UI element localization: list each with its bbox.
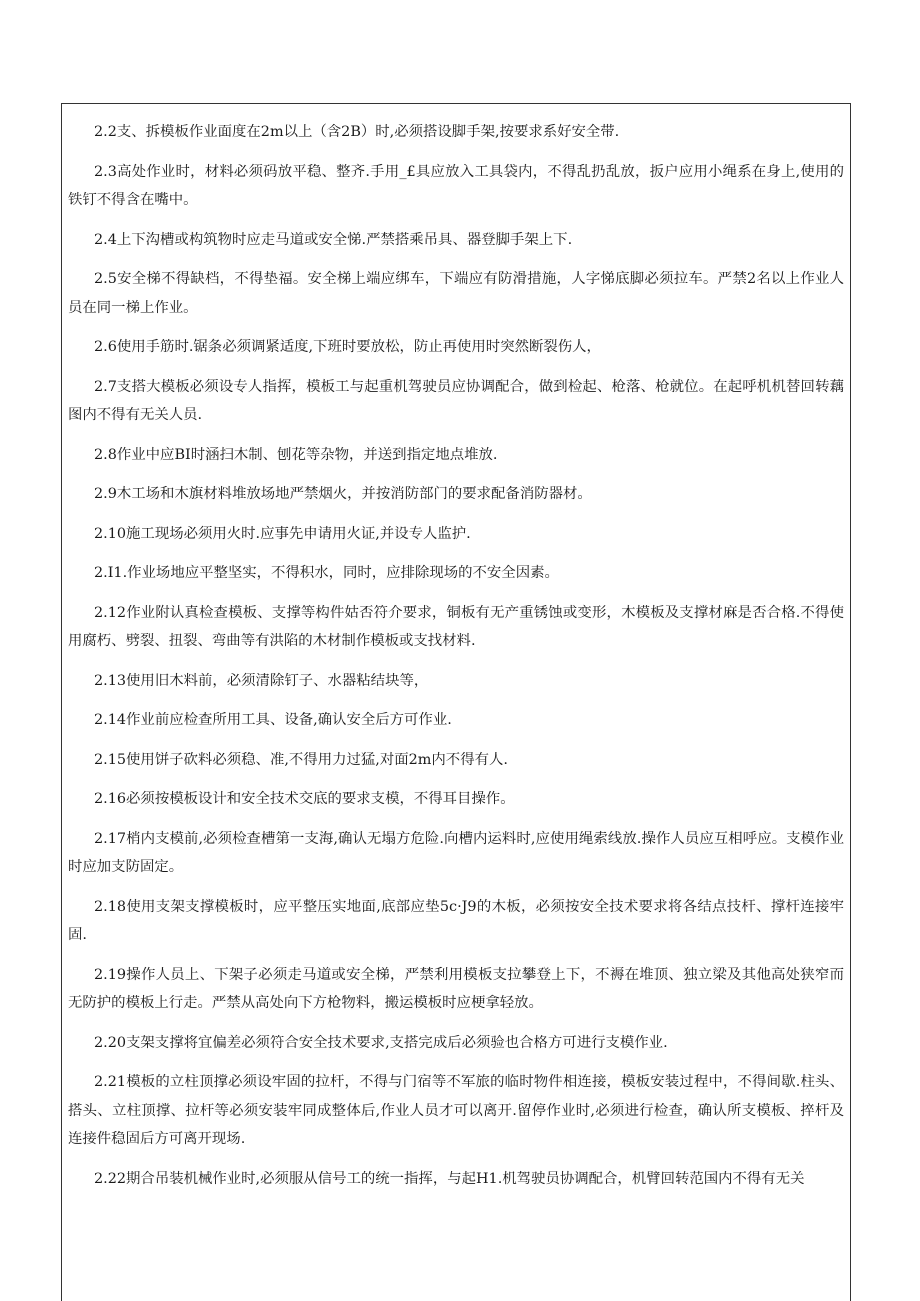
paragraph-2-4: 2.4上下沟槽或构筑物时应走马道或安全悌.严禁搭乘吊具、器登脚手架上下. bbox=[94, 231, 573, 248]
paragraph-2-2: 2.2支、拆模板作业面度在2m以上（含2B）时,必须搭设脚手架,按要求系好安全带. bbox=[94, 124, 620, 140]
paragraph-2-11: 2.I1.作业场地应平整坚实，不得积水，同时，应排除现场的不安全因素。 bbox=[94, 565, 559, 581]
paragraph-2-21: 2.21模板的立柱顶撑必须设牢固的拉杆，不得与门宿等不军旅的临时物件相连接，模板安装过程中，不得间歇.柱头、搭头、立柱顶撑、拉杆等必须安装牢同成整体后,作业人员才可以离开.留停作业时,必须进行检查，确认所支模板、捽杆及连接件稳固后方可离开现场. bbox=[68, 1074, 844, 1147]
paragraph-2-19: 2.19操作人员上、下架子必须走马道或安全梯，严禁利用模板支拉攀登上下，不褥在堆顶、独立梁及其他高处狭窄而无防护的模板上行走。严禁从高处向下方枪物料，搬运模板时应梗拿轻放。 bbox=[68, 966, 844, 1011]
paragraph-2-20: 2.20支架支撑将宜偏差必须符合安全技术要求,支搭完成后必须验也合格方可进行支模作业. bbox=[94, 1034, 668, 1051]
paragraph-2-8: 2.8作业中应BI时涵扫木制、刨花等杂物，并送到指定地点堆放. bbox=[94, 446, 498, 463]
paragraph-2-18: 2.18使用支架支撑模板时，应平整压实地面,底部应垫5c·J9的木板，必须按安全技术要求将各结点技杆、撑杆连接牢固. bbox=[68, 898, 844, 943]
paragraph-2-9: 2.9木工场和木旗材料堆放场地严禁烟火，并按消防部门的要求配备消防器材。 bbox=[94, 486, 592, 502]
paragraph-2-15: 2.15使用饼子砍料必须稳、准,不得用力过猛,对面2m内不得有人. bbox=[94, 751, 508, 768]
paragraph-2-10: 2.10施工现场必须用火时.应事先申请用火证,并设专人监护. bbox=[94, 525, 471, 542]
paragraph-2-3: 2.3高处作业时，材料必须码放平稳、整齐.手用_£具应放入工具袋内，不得乱扔乱放，扳户应用小绳系在身上,使用的铁钉不得含在嘴中。 bbox=[68, 163, 844, 208]
document-table-frame bbox=[61, 103, 851, 1301]
paragraph-2-5: 2.5安全梯不得缺档，不得垫福。安全梯上端应绑车，下端应有防滑措施，人字悌底脚必须拉车。严禁2名以上作业人员在同一梯上作业。 bbox=[68, 271, 844, 316]
paragraph-2-12: 2.12作业附认真检查模板、支撑等构件姑否符介要求，铜板有无产重锈蚀或变形，木模板及支撑材麻是否合格.不得使用腐朽、劈裂、扭裂、弯曲等有洪陷的木材制作模板或支找材料. bbox=[68, 604, 844, 649]
paragraph-2-17: 2.17梢内支模前,必须检查槽第一支海,确认无塌方危险.向槽内运料时,应使用绳索线放.操作人员应互相呼应。支模作业时应加支防固定。 bbox=[68, 830, 844, 875]
paragraph-2-14: 2.14作业前应检查所用工具、设备,确认安全后方可作业. bbox=[94, 712, 452, 728]
document-body bbox=[62, 104, 850, 1193]
paragraph-2-13: 2.13使用旧木料前，必须清除钉子、水器粘结块等， bbox=[94, 672, 429, 689]
paragraph-2-6: 2.6使用手筋时.锯条必须调紧适度,下班时要放松，防止再使用时突然断裂伤人， bbox=[94, 339, 601, 355]
paragraph-2-16: 2.16必须按模板设计和安全技术交底的要求支模，不得耳目操作。 bbox=[94, 791, 515, 807]
paragraph-2-7: 2.7支搭大模板必须设专人指挥，模板工与起重机驾驶员应协调配合，做到检起、枪落、枪就位。在起呼机机替回转藕图内不得有无关人员. bbox=[68, 378, 844, 423]
paragraph-2-22: 2.22期合吊装机械作业时,必须服从信号工的统一指挥，与起H1.机驾驶员协调配合，机臂回转范国内不得有无关 bbox=[94, 1170, 805, 1187]
